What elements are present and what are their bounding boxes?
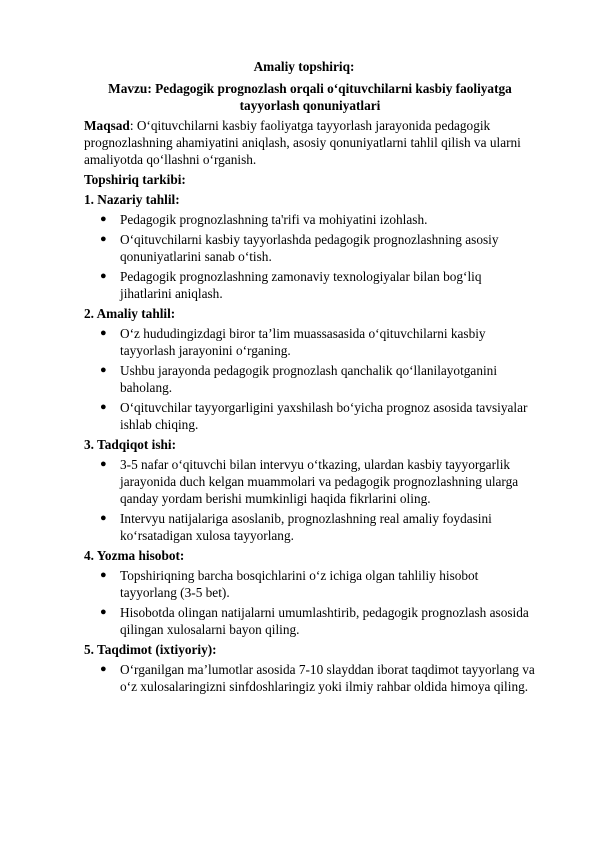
- list-item-text: Pedagogik prognozlashning zamonaviy texnologiyalar bilan bog‘liq jihatlarini aniqlash.: [120, 269, 482, 301]
- section-list: [84, 325, 536, 433]
- bullet-icon: ●: [100, 663, 107, 675]
- section-list: [84, 661, 536, 695]
- document-subtitle: Mavzu: Pedagogik prognozlash orqali o‘qituvchilarni kasbiy faoliyatga tayyorlash qonuniyatlari: [108, 81, 512, 113]
- list-item: [100, 567, 536, 601]
- document-title: Amaliy topshiriq:: [253, 59, 355, 74]
- section-heading: 4. Yozma hisobot:: [84, 548, 185, 563]
- list-item-text: O‘qituvchilar tayyorgarligini yaxshilash bo‘yicha prognoz asosida tavsiyalar ishlab chiqing.: [120, 400, 528, 432]
- list-item: [100, 362, 536, 396]
- list-item: [100, 604, 536, 638]
- bullet-icon: ●: [100, 512, 107, 524]
- section-heading: 1. Nazariy tahlil:: [84, 192, 180, 207]
- list-item-text: O‘qituvchilarni kasbiy tayyorlashda pedagogik prognozlashning asosiy qonuniyatlarini sanab o‘tish.: [120, 232, 499, 264]
- contents-heading: Topshiriq tarkibi:: [84, 172, 186, 187]
- list-item: [100, 399, 536, 433]
- list-item-text: Ushbu jarayonda pedagogik prognozlash qanchalik qo‘llanilayotganini baholang.: [120, 363, 498, 395]
- section-heading: 5. Taqdimot (ixtiyoriy):: [84, 642, 217, 657]
- list-item-text: Hisobotda olingan natijalarni umumlashtirib, pedagogik prognozlash asosida qilingan xulosalarni bayon qiling.: [120, 605, 529, 637]
- list-item: [100, 231, 536, 265]
- list-item: [100, 211, 536, 228]
- bullet-icon: ●: [100, 401, 107, 413]
- goal-text: : O‘qituvchilarni kasbiy faoliyatga tayyorlash jarayonida pedagogik prognozlashning ahamiyatini aniqlash, asosiy qonuniyatlarni tahlil qilish va ularni amaliyotda qo‘llashni o‘rganish.: [84, 118, 521, 167]
- list-item: [100, 268, 536, 302]
- bullet-icon: ●: [100, 606, 107, 618]
- list-item: [100, 661, 536, 695]
- bullet-icon: ●: [100, 458, 107, 470]
- list-item: [100, 510, 536, 544]
- section-heading: 2. Amaliy tahlil:: [84, 306, 176, 321]
- list-item-text: 3-5 nafar o‘qituvchi bilan intervyu o‘tkazing, ulardan kasbiy tayyorgarlik jarayonida duch kelgan muammolari va pedagogik prognozlashning ularga qanday yordam berishi mumkinligi haqida fikrlarini oling.: [120, 457, 519, 506]
- section-heading: 3. Tadqiqot ishi:: [84, 437, 177, 452]
- section-list: [84, 456, 536, 544]
- bullet-icon: ●: [100, 364, 107, 376]
- bullet-icon: ●: [100, 213, 107, 225]
- list-item-text: O‘rganilgan ma’lumotlar asosida 7-10 slayddan iborat taqdimot tayyorlang va o‘z xulosalaringizni sinfdoshlaringiz yoki ilmiy rahbar oldida himoya qiling.: [120, 662, 535, 694]
- list-item-text: Intervyu natijalariga asoslanib, prognozlashning real amaliy foydasini ko‘rsatadigan xulosa tayyorlang.: [120, 511, 492, 543]
- list-item-text: Topshiriqning barcha bosqichlarini o‘z ichiga olgan tahliliy hisobot tayyorlang (3-5 bet).: [120, 568, 479, 600]
- goal-paragraph: [84, 117, 536, 168]
- goal-label: Maqsad: [84, 118, 130, 133]
- bullet-icon: ●: [100, 327, 107, 339]
- list-item-text: Pedagogik prognozlashning ta'rifi va mohiyatini izohlash.: [120, 212, 428, 227]
- bullet-icon: ●: [100, 233, 107, 245]
- list-item-text: O‘z hududingizdagi biror ta’lim muassasasida o‘qituvchilarni kasbiy tayyorlash jarayonini o‘rganing.: [120, 326, 486, 358]
- section-list: [84, 211, 536, 302]
- list-item: [100, 325, 536, 359]
- bullet-icon: ●: [100, 569, 107, 581]
- bullet-icon: ●: [100, 270, 107, 282]
- list-item: [100, 456, 536, 507]
- section-list: [84, 567, 536, 638]
